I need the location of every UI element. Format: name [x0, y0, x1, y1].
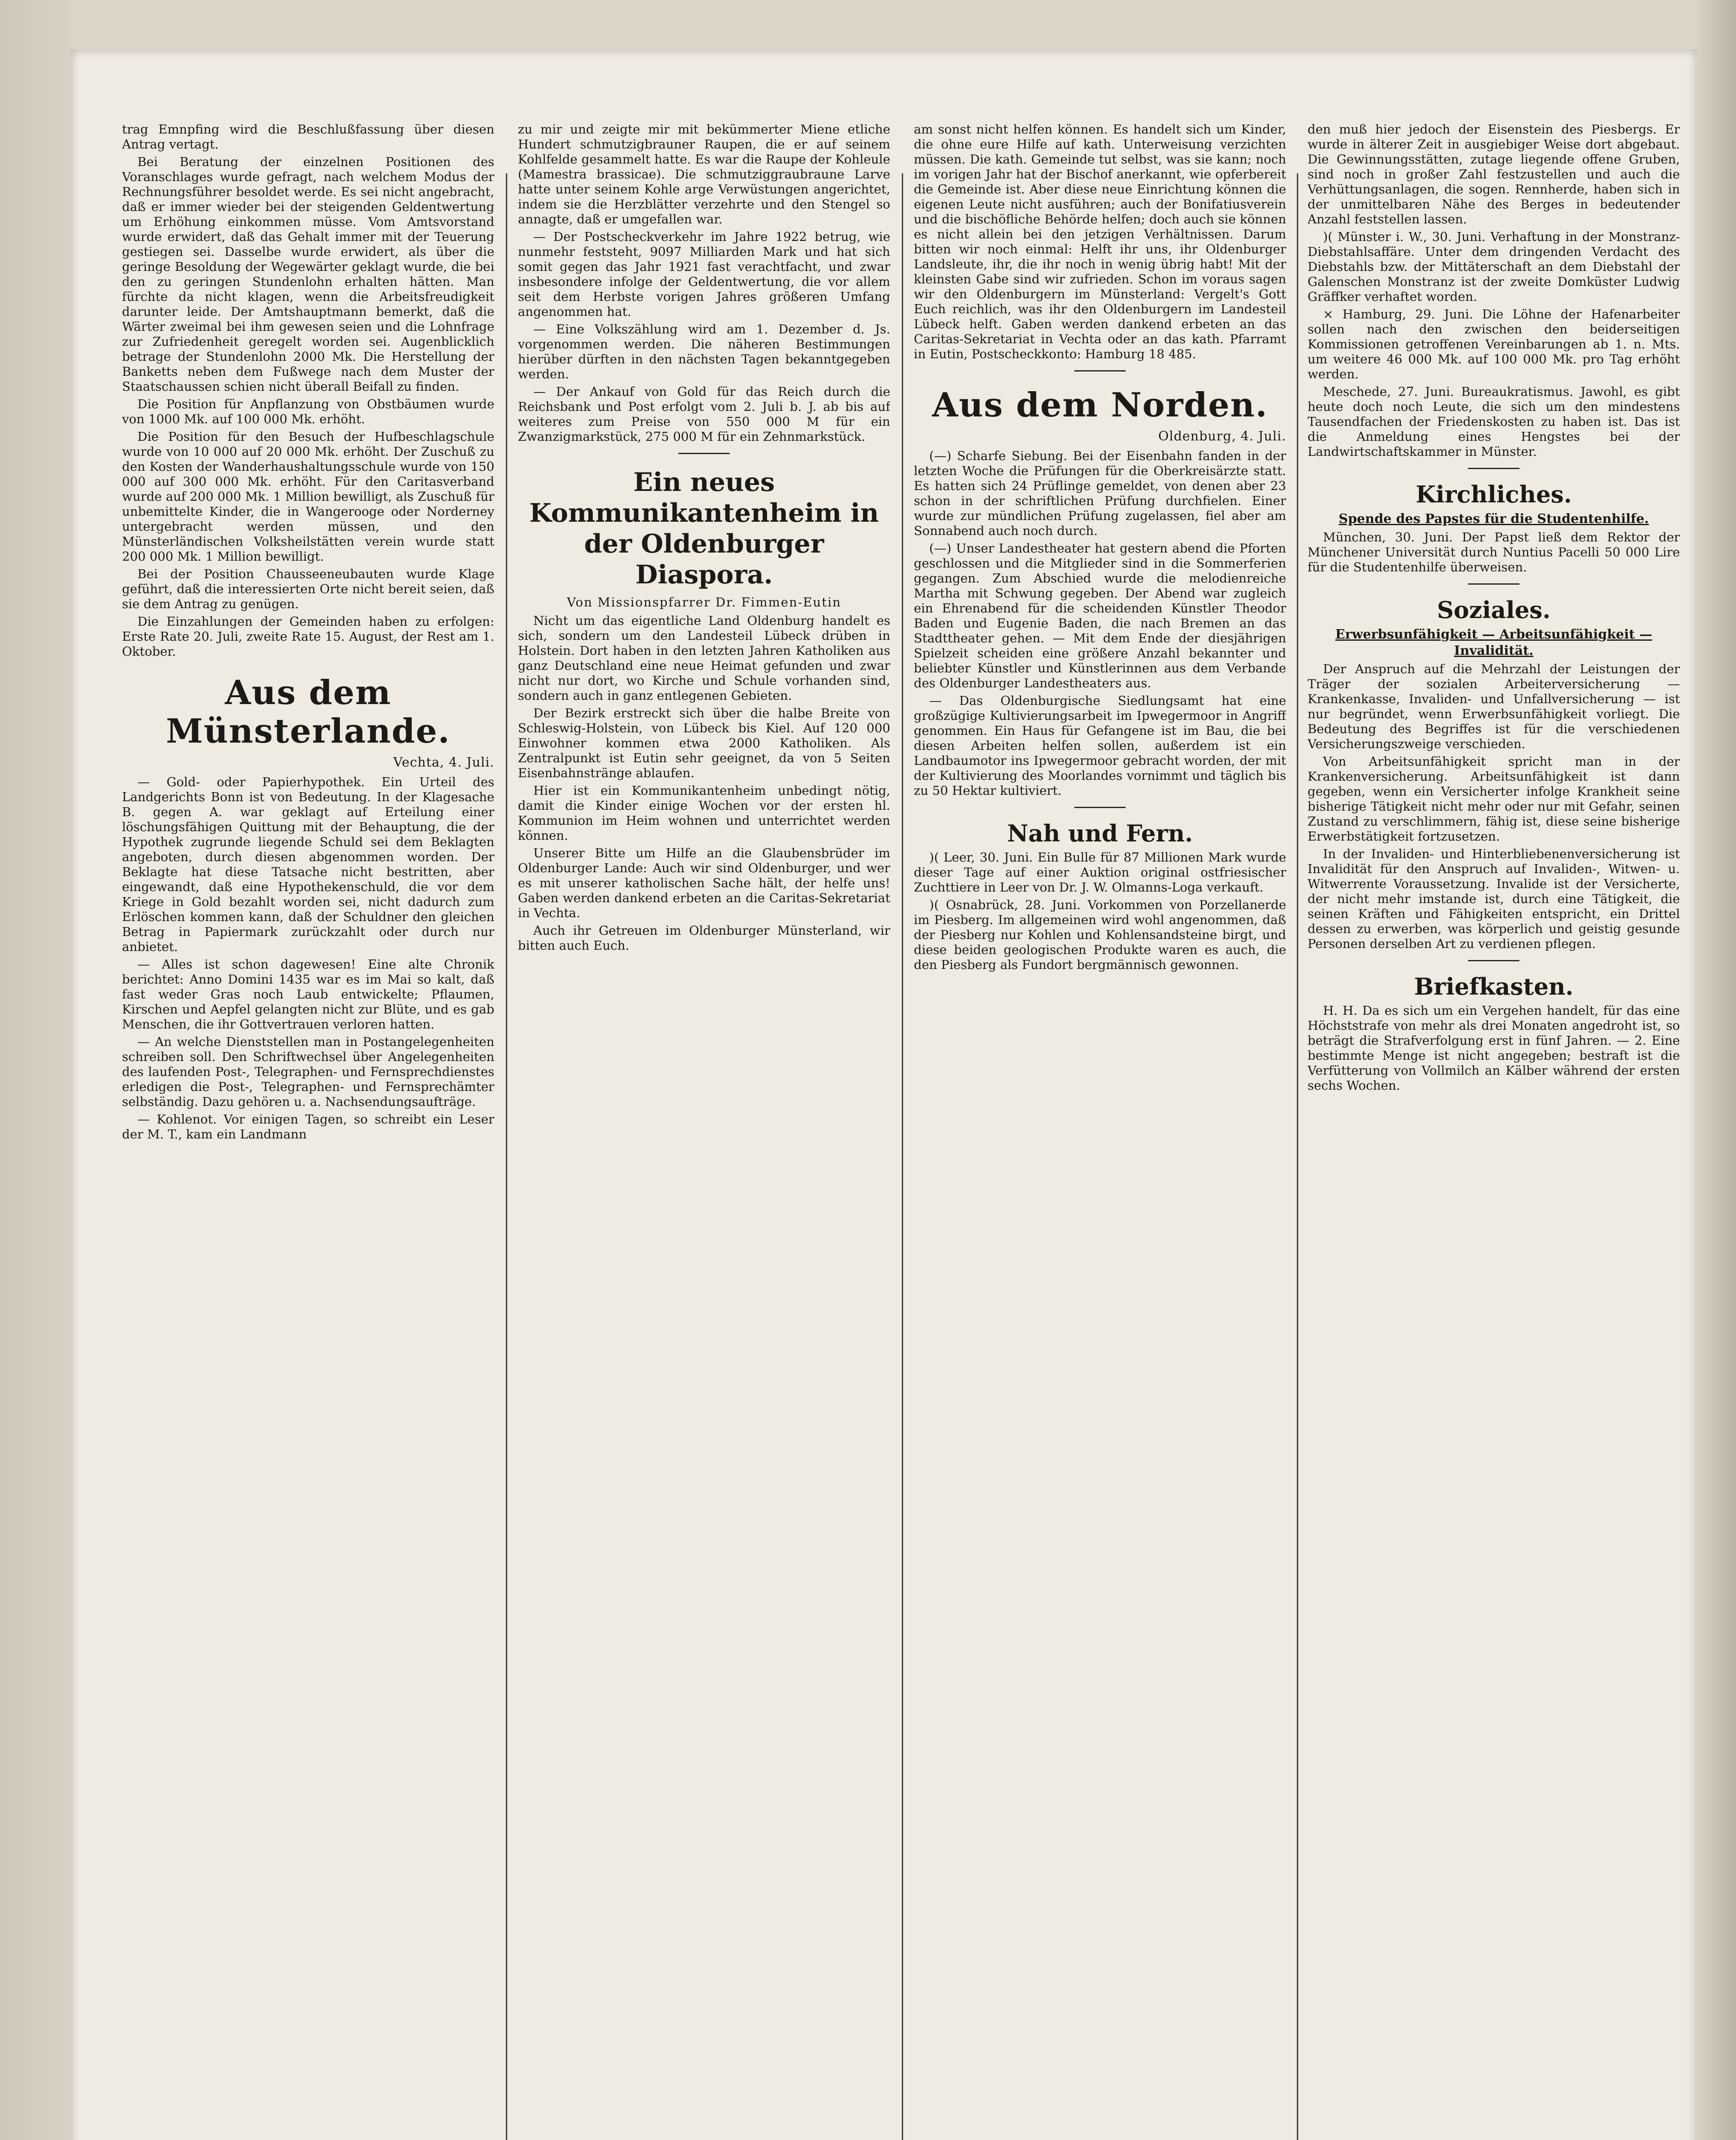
- article-paragraph: In der Invaliden- und Hinterbliebenenversicherung ist Invalidität für den Anspruch auf Invaliden-, Witwen- u. Witwerrente Voraussetzung. Invalide ist der Versicherte, der nicht mehr imstande ist, durch eine Tätigkeit, die seinen Kräften und Fähigkeiten entspricht, ein Drittel dessen zu erwerben, was körperlich und geistig gesunde Personen derselben Art zu verdienen pflegen.: [1308, 847, 1680, 951]
- column-3: [914, 122, 1286, 2140]
- column-2: [518, 122, 890, 2140]
- column-1: [122, 122, 494, 2140]
- section-heading: Briefkasten.: [1414, 973, 1574, 1000]
- separator: [1074, 370, 1126, 372]
- section-heading: Soziales.: [1437, 596, 1551, 624]
- byline: Von Missionspfarrer Dr. Fimmen-Eutin: [567, 595, 841, 609]
- separator: [1074, 807, 1126, 808]
- article-paragraph: — Der Ankauf von Gold für das Reich durch die Reichsbank und Post erfolgt vom 2. Juli b. J. ab bis auf weiteres zum Preise von 550 000 M für ein Zwanzigmarkstück, 275 000 M für ein Zehnmarkstück.: [518, 384, 890, 444]
- article-paragraph: (—) Unser Landestheater hat gestern abend die Pforten geschlossen und die Mitglieder sind in die Sommerferien gegangen. Zum Abschied wurde die melodienreiche Martha mit Schwung gegeben. Der Abend war zugleich ein Ehrenabend für die scheidenden Künstler Theodor Baden und Eugenie Baden, die nach Bremen an das Stadttheater gehen. — Mit dem Ende der diesjährigen Spielzeit scheiden eine größere Anzahl bekannter und beliebter Künstler und Künstlerinnen aus dem Verbande des Oldenburger Landestheaters aus.: [914, 541, 1286, 690]
- article-paragraph: )( Leer, 30. Juni. Ein Bulle für 87 Millionen Mark wurde dieser Tage auf einer Auktion original ostfriesischer Zuchttiere in Leer von Dr. J. W. Olmanns-Loga verkauft.: [914, 850, 1286, 895]
- article-paragraph: Der Bezirk erstreckt sich über die halbe Breite von Schleswig-Holstein, von Lübeck bis Kiel. Auf 120 000 Einwohner kommen etwa 2000 Katholiken. Als Zentralpunkt ist Eutin sehr geeignet, da von 5 Seiten Eisenbahnstränge ablaufen.: [518, 706, 890, 780]
- page-edge-left: [0, 0, 71, 2140]
- section-heading: Aus dem Norden.: [932, 386, 1268, 425]
- separator: [678, 453, 730, 454]
- article-paragraph: × Hamburg, 29. Juni. Die Löhne der Hafenarbeiter sollen nach den zwischen den beiderseitigen Kommissionen getroffenen Vereinbarungen ab 1. n. Mts. um weitere 46 000 Mk. auf 100 000 Mk. pro Tag erhöht werden.: [1308, 307, 1680, 381]
- article-paragraph: )( Münster i. W., 30. Juni. Verhaftung in der Monstranz-Diebstahlsaffäre. Unter dem dringenden Verdacht des Diebstahls bzw. der Mittäterschaft an dem Diebstahl der Galenschen Monstranz ist der zweite Domküster Ludwig Gräffker verhaftet worden.: [1308, 229, 1680, 304]
- article-paragraph: München, 30. Juni. Der Papst ließ dem Rektor der Münchener Universität durch Nuntius Pacelli 50 000 Lire für die Studentenhilfe überweisen.: [1308, 530, 1680, 574]
- article-paragraph: — Alles ist schon dagewesen! Eine alte Chronik berichtet: Anno Domini 1435 war es im Mai so kalt, daß fast weder Gras noch Laub entwickelte; Pflaumen, Kirschen und Aepfel gelangten nicht zur Blüte, und es gab Menschen, die ihr Gottvertrauen verloren hatten.: [122, 957, 494, 1031]
- article-paragraph: am sonst nicht helfen können. Es handelt sich um Kinder, die ohne eure Hilfe auf kath. Unterweisung verzichten müssen. Die kath. Gemeinde tut selbst, was sie kann; noch im vorigen Jahr hat der Bischof anerkannt, wie opferbereit die Gemeinde ist. Aber diese neue Einrichtung können die eigenen Leute nicht ausführen; auch der Bonifatiusverein und die bischöfliche Behörde helfen; doch auch sie können es nicht allein bei den jetzigen Verhältnissen. Darum bitten wir noch einmal: Helft ihr uns, ihr Oldenburger Landsleute, ihr, die ihr noch in wenig übrig habt! Mit der kleinsten Gabe sind wir zufrieden. Schon im voraus sagen wir den Oldenburgern im Münsterland: Vergelt's Gott Euch reichlich, was ihr den Oldenburgern im Landesteil Lübeck helft. Gaben werden dankend erbeten an das Caritas-Sekretariat in Vechta oder an das kath. Pfarramt in Eutin, Postscheckkonto: Hamburg 18 485.: [914, 122, 1286, 361]
- article-paragraph: Auch ihr Getreuen im Oldenburger Münsterland, wir bitten auch Euch.: [518, 923, 890, 953]
- dateline: Oldenburg, 4. Juli.: [1158, 429, 1286, 444]
- article-paragraph: — Gold- oder Papierhypothek. Ein Urteil des Landgerichts Bonn ist von Bedeutung. In der Klagesache B. gegen A. war geklagt auf Erteilung einer löschungsfähigen Quittung mit der Behauptung, die der Hypothek zugrunde liegende Schuld sei dem Beklagten angeboten, durch diesen abgenommen worden. Der Beklagte hat diese Tatsache nicht bestritten, aber eingewandt, daß eine Hypothekenschuld, die vor dem Kriege in Gold bezahlt worden sei, nicht dadurch zum Erlöschen kommen kann, daß der Schuldner den gleichen Betrag in Papiermark zurückzahlt oder durch nur anbietet.: [122, 775, 494, 954]
- article-paragraph: H. H. Da es sich um ein Vergehen handelt, für das eine Höchststrafe von mehr als drei Monaten angedroht ist, so beträgt die Strafverfolgung erst in fünf Jahren. — 2. Eine bestimmte Menge ist nicht angegeben; bestraft ist die Verfütterung von Vollmilch an Kälber während der ersten sechs Wochen.: [1308, 1003, 1680, 1093]
- dateline: Vechta, 4. Juli.: [393, 755, 494, 770]
- article-paragraph: — An welche Dienststellen man in Postangelegenheiten schreiben soll. Den Schriftwechsel über Angelegenheiten des laufenden Post-, Telegraphen- und Fernsprechdienstes erledigen die Post-, Telegraphen- und Fernsprechämter selbständig. Dazu gehören u. a. Nachsendungsaufträge.: [122, 1034, 494, 1109]
- article-paragraph: — Kohlenot. Vor einigen Tagen, so schreibt ein Leser der M. T., kam ein Landmann: [122, 1112, 494, 1141]
- article-paragraph: Bei der Position Chausseeneubauten wurde Klage geführt, daß die interessierten Orte nicht bereit seien, daß sie dem Antrag zu genügen.: [122, 567, 494, 611]
- article-paragraph: Nicht um das eigentliche Land Oldenburg handelt es sich, sondern um den Landesteil Lübeck drüben in Holstein. Dort haben in den letzten Jahren Katholiken aus ganz Deutschland eine neue Heimat gefunden und zwar nicht nur dort, wo Kirche und Schule vorhanden sind, sondern auch in ganz entlegenen Gebieten.: [518, 613, 890, 703]
- article-paragraph: zu mir und zeigte mir mit bekümmerter Miene etliche Hundert schmutzigbrauner Raupen, die er auf seinem Kohlfelde gesammelt hatte. Es war die Raupe der Kohleule (Mamestra brassicae). Die schmutziggraubraune Larve hatte unter seinem Kohle arge Verwüstungen angerichtet, indem sie die Herzblätter verzehrte und den Stengel so annagte, daß er umgefallen war.: [518, 122, 890, 226]
- separator: [1468, 468, 1519, 469]
- subheading: Spende des Papstes für die Studentenhilfe.: [1338, 511, 1649, 526]
- section-heading: Nah und Fern.: [1007, 820, 1193, 847]
- article-paragraph: — Eine Volkszählung wird am 1. Dezember d. Js. vorgenommen werden. Die näheren Bestimmungen hierüber dürften in den nächsten Tagen bekanntgegeben werden.: [518, 322, 890, 381]
- subheading: Erwerbsunfähigkeit — Arbeitsunfähigkeit — Invalidität.: [1335, 627, 1653, 658]
- article-paragraph: Hier ist ein Kommunikantenheim unbedingt nötig, damit die Kinder einige Wochen vor der ersten hl. Kommunion im Heim wohnen und unterrichtet werden können.: [518, 783, 890, 843]
- article-paragraph: Der Anspruch auf die Mehrzahl der Leistungen der Träger der sozialen Arbeiterversicherung — Krankenkasse, Invaliden- und Unfallversicherung — ist nur begründet, wenn Erwerbsunfähigkeit vorliegt. Die Bedeutung des Begriffes ist für die verschiedenen Versicherungszweige verschieden.: [1308, 662, 1680, 751]
- separator: [1468, 960, 1519, 961]
- column-rule: [902, 173, 903, 2140]
- article-paragraph: Die Position für Anpflanzung von Obstbäumen wurde von 1000 Mk. auf 100 000 Mk. erhöht.: [122, 397, 494, 426]
- article-paragraph: — Das Oldenburgische Siedlungsamt hat eine großzügige Kultivierungsarbeit im Ipwegermoor in Angriff genommen. Ein Haus für Gefangene ist im Bau, die bei diesen Arbeiten helfen sollen, außerdem ist ein Landbaumotor ins Ipwegermoor gebracht worden, der mit der Kultivierung des Moorlandes vornimmt und täglich bis zu 50 Hektar kultiviert.: [914, 693, 1286, 798]
- page-edge-right: [1697, 0, 1736, 2140]
- article-paragraph: Meschede, 27. Juni. Bureaukratismus. Jawohl, es gibt heute doch noch Leute, die sich um den mindestens Tausendfachen der Friedenskosten zu haben ist. Das ist die Anmeldung eines Hengstes bei der Landwirtschaftskammer in Münster.: [1308, 384, 1680, 459]
- article-paragraph: )( Osnabrück, 28. Juni. Vorkommen von Porzellanerde im Piesberg. Im allgemeinen wird wohl angenommen, daß der Piesberg nur Kohlen und Kohlensandsteine birgt, und diese beiden geologischen Produkte waren es auch, die den Piesberg als Fundort bergmännisch gewonnen.: [914, 898, 1286, 972]
- article-headline: Ein neues Kommunikantenheim in der Oldenburger Diaspora.: [529, 467, 879, 590]
- newspaper-page: [71, 49, 1697, 2140]
- article-paragraph: den muß hier jedoch der Eisenstein des Piesbergs. Er wurde in älterer Zeit in ausgiebiger Weise dort abgebaut. Die Gewinnungsstätten, zutage liegende offene Gruben, sind noch in großer Zahl festzustellen und auch die Verhüttungsanlagen, die sogen. Rennherde, haben sich in der unmittelbaren Nähe des Berges in bedeutender Anzahl feststellen lassen.: [1308, 122, 1680, 226]
- section-heading: Kirchliches.: [1415, 481, 1572, 508]
- article-paragraph: Bei Beratung der einzelnen Positionen des Voranschlages wurde gefragt, nach welchem Modus der Rechnungsführer besoldet werde. Es sei nicht angebracht, daß er immer wieder bei der steigenden Geldentwertung um Erhöhung einkommen müsse. Vom Amtsvorstand wurde erwidert, daß das Gehalt immer mit der Teuerung gestiegen sei. Dasselbe wurde erwidert, als über die geringe Besoldung der Wegewärter geklagt wurde, die bei den zu geringen Stundenlohn erhalten hätten. Man fürchte da nicht klagen, wenn die Arbeitsfreudigkeit darunter leide. Der Amtshauptmann bemerkt, daß die Wärter zweimal bei ihm gewesen seien und die Lohnfrage zur Zufriedenheit geregelt worden sei. Augenblicklich betrage der Stundenlohn 2000 Mk. Die Herstellung der Banketts neben dem Fußwege nach dem Muster der Staatschaussen schien nicht überall Beifall zu finden.: [122, 155, 494, 394]
- separator: [1468, 583, 1519, 585]
- article-paragraph: Von Arbeitsunfähigkeit spricht man in der Krankenversicherung. Arbeitsunfähigkeit ist dann gegeben, wenn ein Versicherter infolge Krankheit seine bisherige Tätigkeit nicht mehr oder nur mit Gefahr, seinen Zustand zu verschlimmern, fähig ist, diese seine bisherige Erwerbstätigkeit fortzusetzen.: [1308, 754, 1680, 844]
- column-4: [1308, 122, 1680, 2140]
- section-heading: Aus dem Münsterlande.: [166, 673, 451, 751]
- article-paragraph: Die Einzahlungen der Gemeinden haben zu erfolgen: Erste Rate 20. Juli, zweite Rate 15. August, der Rest am 1. Oktober.: [122, 614, 494, 659]
- article-paragraph: Unserer Bitte um Hilfe an die Glaubensbrüder im Oldenburger Lande: Auch wir sind Oldenburger, und wer es mit unserer katholischen Sache hält, der helfe uns! Gaben werden dankend erbeten an die Caritas-Sekretariat in Vechta.: [518, 846, 890, 920]
- article-paragraph: (—) Scharfe Siebung. Bei der Eisenbahn fanden in der letzten Woche die Prüfungen für die Oberkreisärzte statt. Es hatten sich 24 Prüflinge gemeldet, von denen aber 23 schon in der schriftlichen Prüfung durchfielen. Einer wurde zur mündlichen Prüfung zugelassen, fiel aber am Sonnabend auch noch durch.: [914, 449, 1286, 538]
- column-rule: [506, 173, 507, 2140]
- column-rule: [1297, 173, 1298, 2140]
- article-paragraph: — Der Postscheckverkehr im Jahre 1922 betrug, wie nunmehr feststeht, 9097 Milliarden Mark und hat sich somit gegen das Jahr 1921 fast verachtfacht, und zwar insbesondere infolge der Geldentwertung, die vor allem seit dem Herbste vorigen Jahres größeren Umfang angenommen hat.: [518, 229, 890, 319]
- page-columns: [122, 122, 1680, 2140]
- article-paragraph: trag Emnpfing wird die Beschlußfassung über diesen Antrag vertagt.: [122, 122, 494, 152]
- article-paragraph: Die Position für den Besuch der Hufbeschlagschule wurde von 10 000 auf 20 000 Mk. erhöht. Der Zuschuß zu den Kosten der Wanderhaushaltungsschule wurde von 150 000 auf 300 000 Mk. erhöht. Für den Caritasverband wurde auf 200 000 Mk. 1 Million bewilligt, als Zuschuß für unbemittelte Kinder, die in Wangerooge oder Norderney untergebracht werden müssen, und den Münsterländischen Volksheilstätten verein wurde statt 200 000 Mk. 1 Million bewilligt.: [122, 429, 494, 564]
